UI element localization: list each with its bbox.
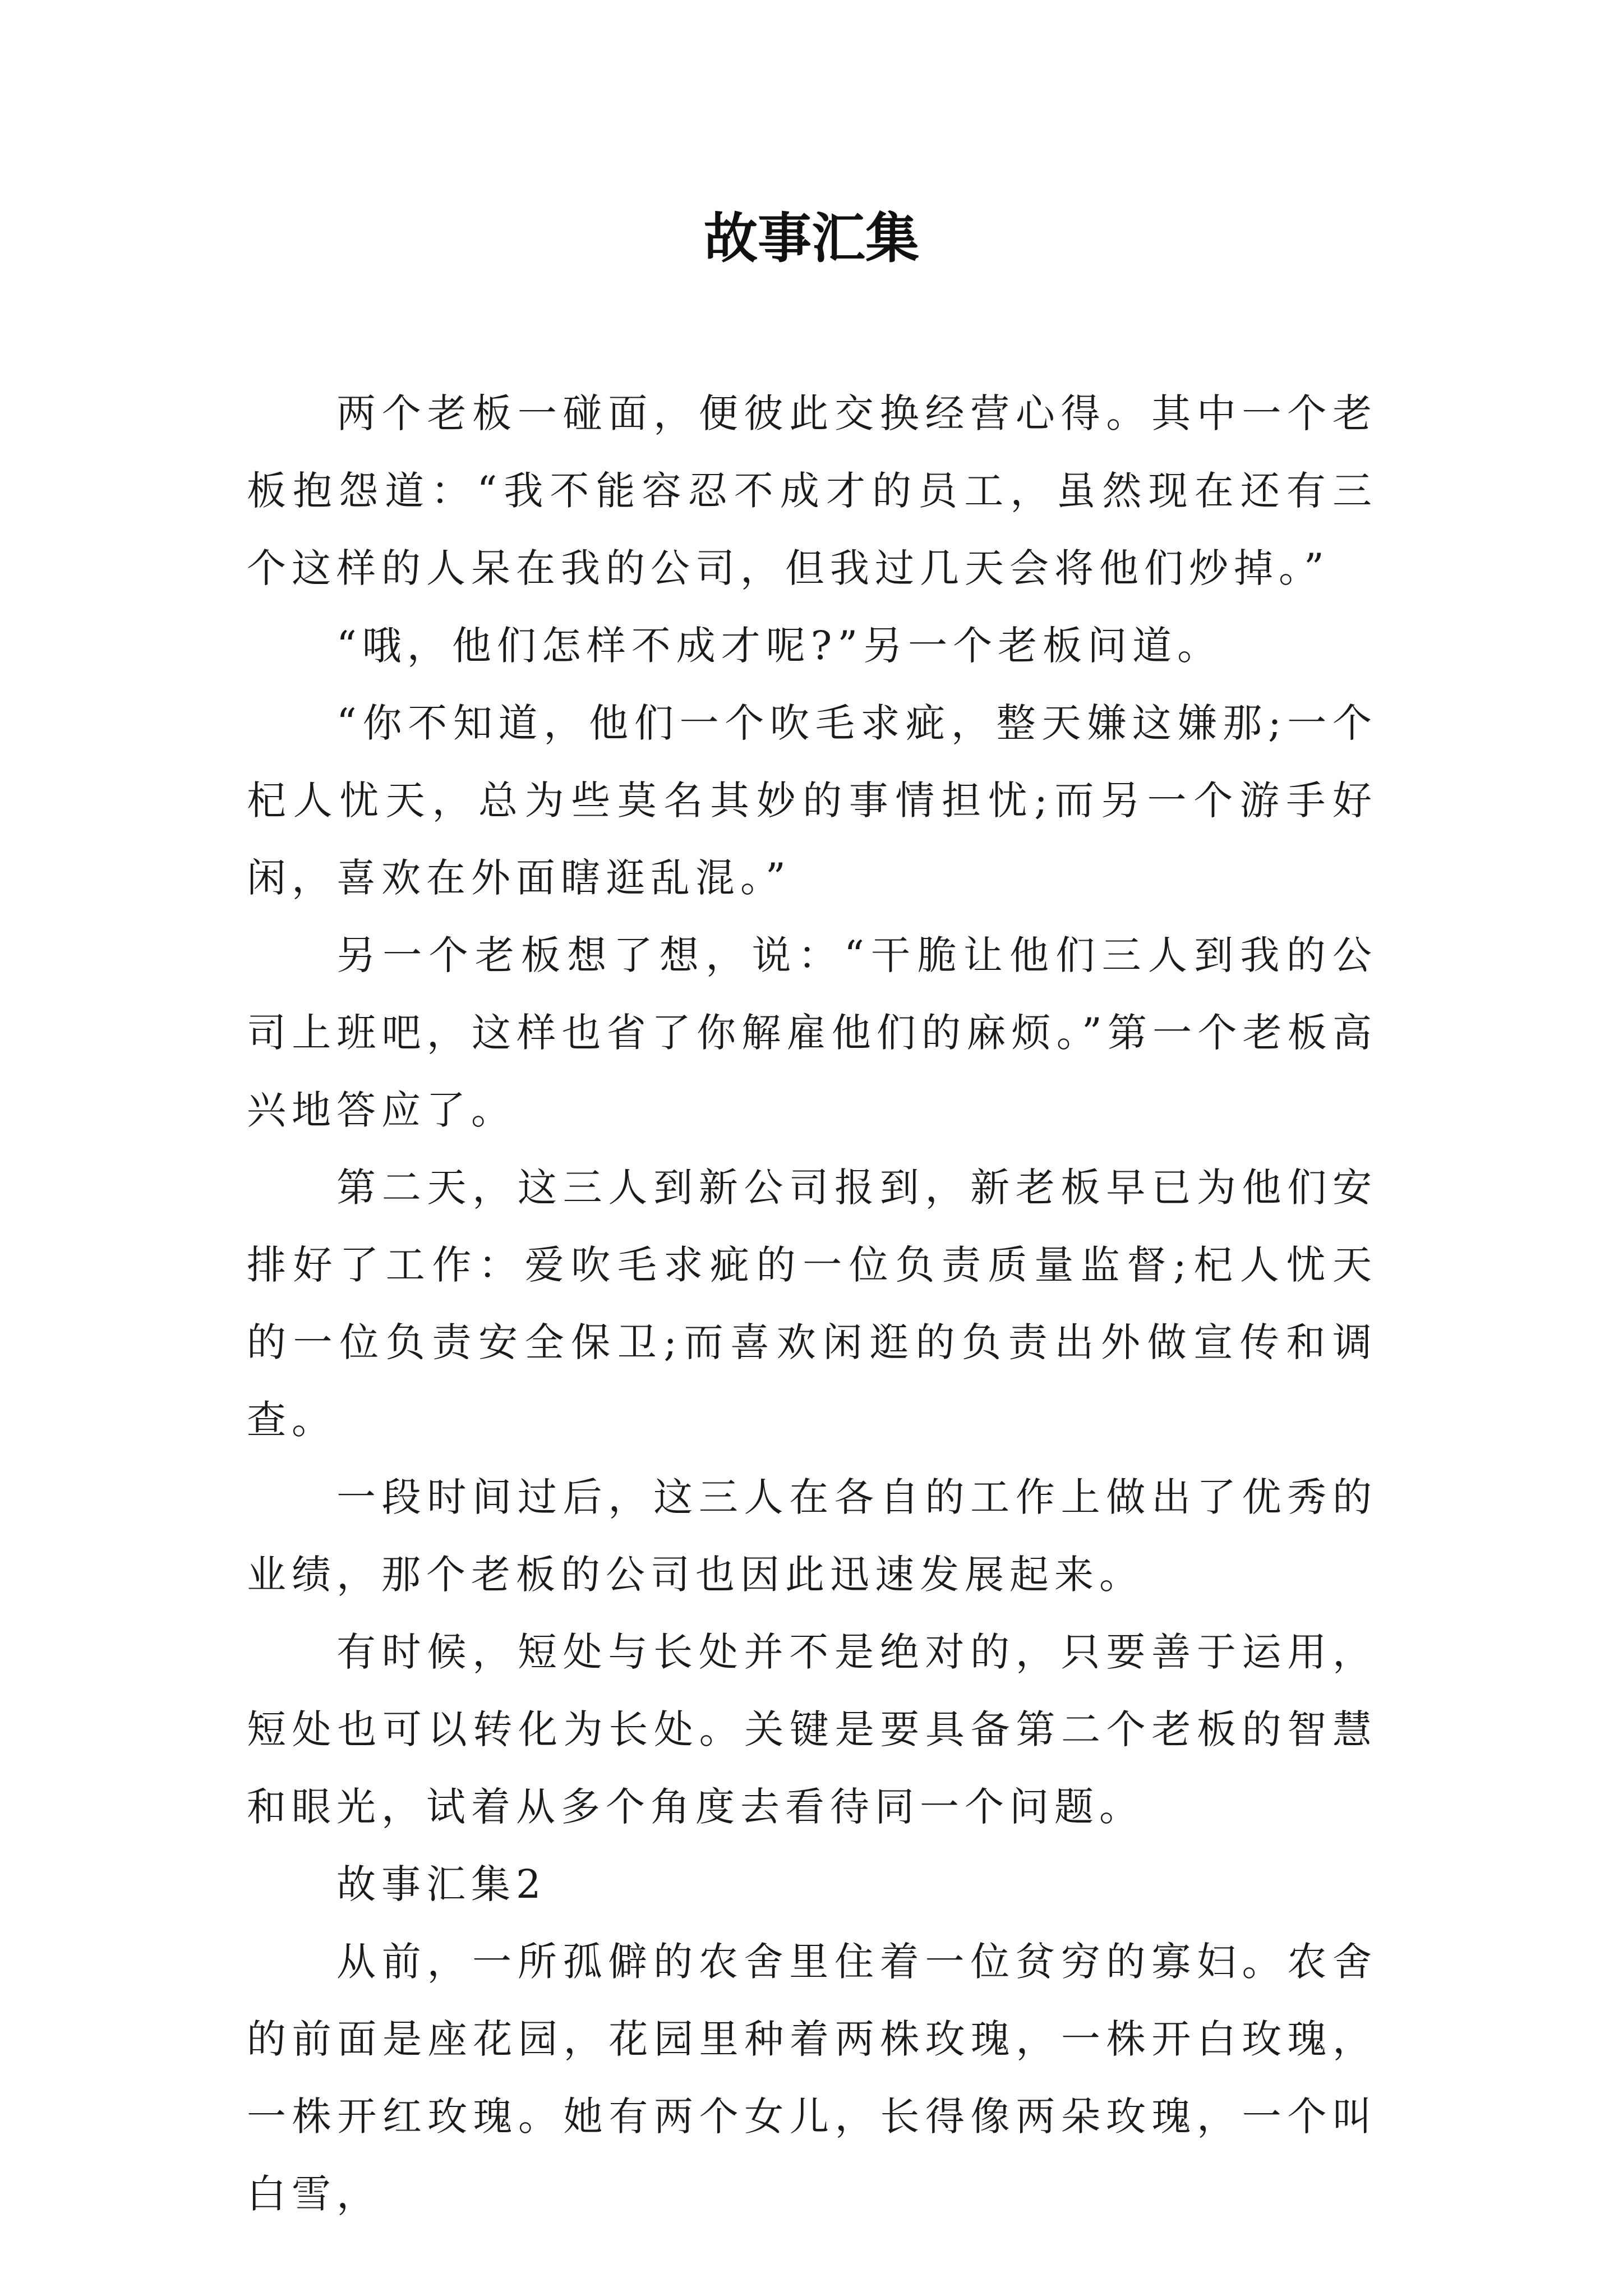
paragraph: “你不知道，他们一个吹毛求疵，整天嫌这嫌那;一个杞人忧天，总为些莫名其妙的事情担忧;而另一个游手好闲，喜欢在外面瞎逛乱混。” xyxy=(247,700,1377,901)
paragraph: 两个老板一碰面，便彼此交换经营心得。其中一个老板抱怨道：“我不能容忍不成才的员工，虽然现在还有三个这样的人呆在我的公司，但我过几天会将他们炒掉。” xyxy=(247,390,1377,591)
paragraph: “哦，他们怎样不成才呢?”另一个老板问道。 xyxy=(336,623,1223,669)
paragraph: 一段时间过后，这三人在各自的工作上做出了优秀的业绩，那个老板的公司也因此迅速发展起来。 xyxy=(247,1474,1377,1598)
paragraph: 第二天，这三人到新公司报到，新老板早已为他们安排好了工作：爱吹毛求疵的一位负责质量监督;杞人忧天的一位负责安全保卫;而喜欢闲逛的负责出外做宣传和调查。 xyxy=(247,1165,1377,1443)
paragraph: 从前，一所孤僻的农舍里住着一位贫穷的寡妇。农舍的前面是座花园，花园里种着两株玫瑰，一株开白玫瑰，一株开红玫瑰。她有两个女儿，长得像两朵玫瑰，一个叫白雪， xyxy=(247,1939,1377,2217)
document-title: 故事汇集 xyxy=(704,206,919,270)
paragraph: 有时候，短处与长处并不是绝对的，只要善于运用，短处也可以转化为长处。关键是要具备第二个老板的智慧和眼光，试着从多个角度去看待同一个问题。 xyxy=(247,1629,1377,1830)
document-body xyxy=(247,375,1377,2233)
paragraph: 另一个老板想了想，说：“干脆让他们三人到我的公司上班吧，这样也省了你解雇他们的麻烦。”第一个老板高兴地答应了。 xyxy=(247,932,1377,1133)
section-heading: 故事汇集2 xyxy=(336,1861,547,1907)
